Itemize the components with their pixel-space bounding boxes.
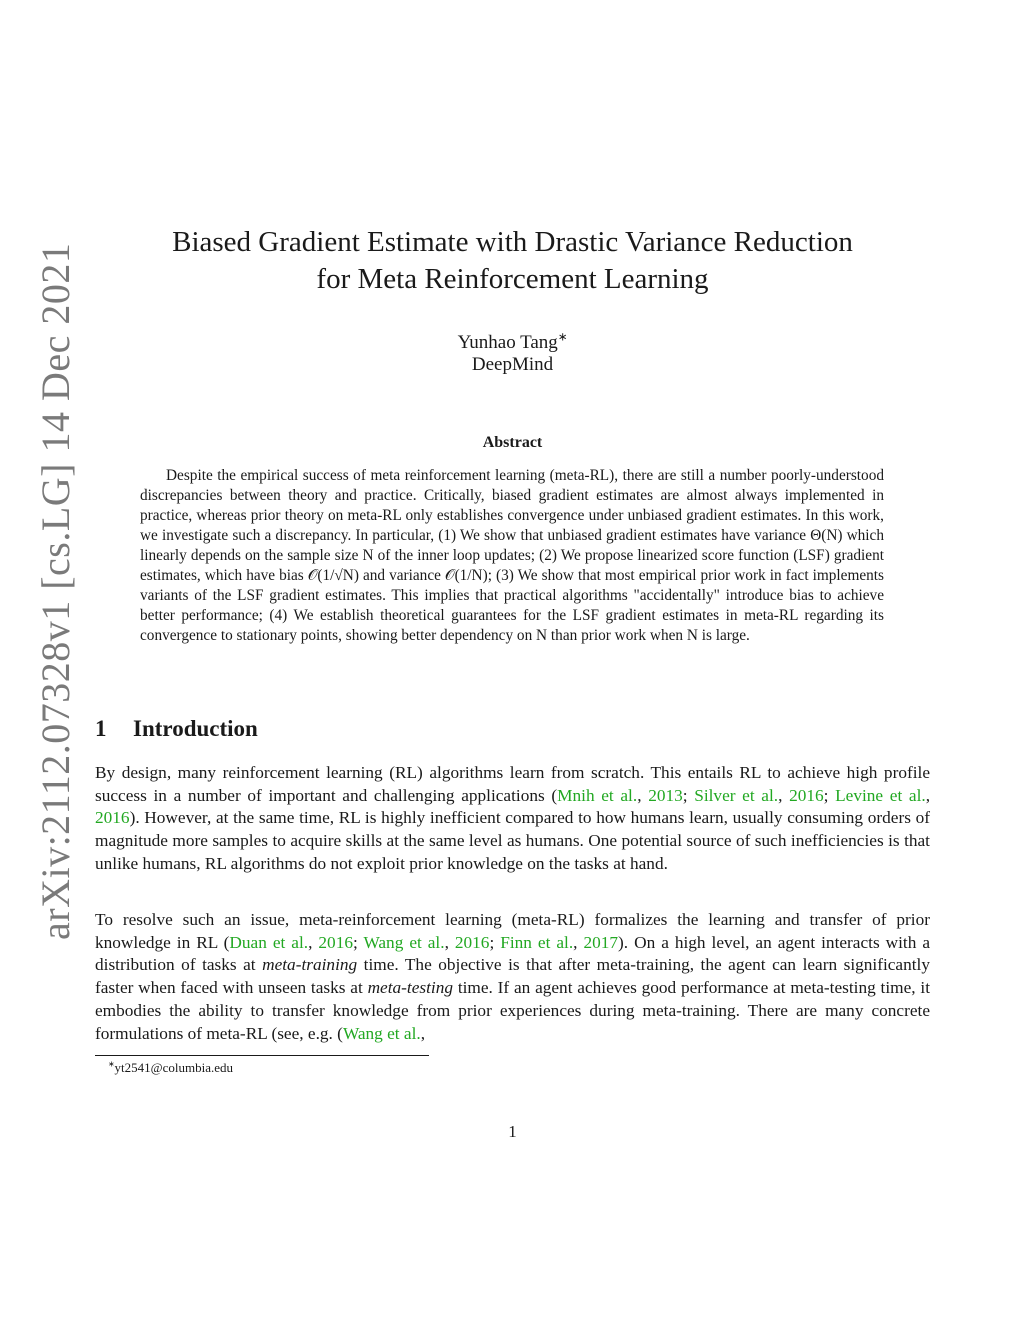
citation-link[interactable]: Wang et al. (342, 1023, 421, 1043)
paragraph-text: time. The objective is that after meta-training, the agent can learn significantly faster when faced with unseen tasks at (95, 955, 930, 998)
citation-year-link[interactable]: 2016 (95, 808, 130, 828)
citation-year-link[interactable]: 2017 (583, 932, 619, 952)
citation-year-link[interactable]: 2013 (648, 785, 683, 805)
citation-link[interactable]: Silver et al. (694, 785, 779, 805)
footnote-divider (95, 1055, 429, 1056)
abstract-text: Despite the empirical success of meta reinforcement learning (meta-RL), there are still a number poorly-understood discrepancies between theory and practice. Critically, biased gradient estimates are almost always implemented in practice, whereas prior theory on meta-RL only establishes convergence under unbiased gradient estimates. In this work, we investigate such a discrepancy. In particular, (1) We show that unbiased gradient estimates have variance Θ(N) which linearly depends on the sample size N of the inner loop updates; (2) We propose linearized score function (LSF) gradient estimates, which have bias 𝒪(1/√N) and variance 𝒪(1/N); (3) We show that most empirical prior work in fact implements variants of the LSF gradient estimates. This implies that practical algorithms "accidentally" introduce bias to achieve better performance; (4) We establish theoretical guarantees for the LSF gradient estimates in meta-RL regarding its convergence to stationary points, showing better dependency on N than prior work when N is large. (140, 467, 884, 644)
footnote-mark: ∗ (108, 1059, 115, 1069)
footnote-email: yt2541@columbia.edu (114, 1060, 234, 1075)
title-line-2: for Meta Reinforcement Learning (316, 263, 709, 295)
author-block (95, 332, 930, 376)
citation-sep: ; (682, 785, 695, 805)
paper-title (95, 224, 930, 298)
paragraph-text: To resolve such an issue, meta-reinforcement learning (meta-RL) formalizes the learning and transfer of prior knowledge in RL ( (95, 910, 930, 952)
citation-sep: , (778, 785, 790, 805)
citation-link[interactable]: Duan et al. (229, 932, 309, 952)
paragraph-text: ). On a high level, an agent interacts with a distribution of tasks at (95, 932, 931, 975)
intro-paragraph-1 (95, 762, 930, 876)
abstract-body (140, 466, 884, 646)
citation-link[interactable]: Levine et al. (835, 785, 926, 805)
footnote (108, 1060, 233, 1076)
citation-link[interactable]: Finn et al. (500, 932, 574, 952)
paragraph-text: ). However, at the same time, RL is highly inefficient compared to how humans learn, usually consuming orders of magnitude more samples to acquire skills at the same level as humans. One potential source of such inefficiencies is that unlike humans, RL algorithms do not exploit prior knowledge on the tasks at hand. (95, 808, 930, 873)
paragraph-text: By design, many reinforcement learning (RL) algorithms learn from scratch. This entails RL to achieve high profile success in a number of important and challenging applications ( (95, 763, 930, 805)
citation-link[interactable]: Mnih et al. (557, 785, 638, 805)
citation-sep: , (637, 785, 649, 805)
citation-sep: , (573, 932, 584, 952)
arxiv-identifier: arXiv:2112.07328v1 [cs.LG] 14 Dec 2021 (33, 242, 78, 940)
abstract-heading: Abstract (482, 434, 543, 451)
author-footnote-mark: ∗ (557, 331, 568, 344)
citation-year-link[interactable]: 2016 (789, 785, 824, 805)
title-line-1: Biased Gradient Estimate with Drastic Variance Reduction (172, 226, 853, 258)
intro-paragraph-2 (95, 909, 930, 1045)
citation-sep: ; (352, 932, 364, 952)
citation-sep: , (420, 1023, 426, 1043)
author-affiliation: DeepMind (471, 354, 554, 375)
citation-sep: ; (489, 932, 501, 952)
citation-sep: ; (823, 785, 836, 805)
section-heading-introduction (95, 716, 258, 742)
citation-year-link[interactable]: 2016 (454, 932, 490, 952)
citation-year-link[interactable]: 2016 (318, 932, 353, 952)
citation-sep: , (308, 932, 319, 952)
citation-link[interactable]: Wang et al. (363, 932, 445, 952)
citation-sep: , (925, 785, 931, 805)
emphasis-text: meta-testing (367, 978, 454, 998)
paragraph-text: time. If an agent achieves good performance at meta-testing time, it embodies the ability to transfer knowledge from prior experiences during meta-training. There are many concrete formulations of meta-RL (see, e.g. ( (95, 978, 930, 1043)
section-number: 1 (95, 716, 107, 741)
citation-sep: , (444, 932, 455, 952)
author-name: Yunhao Tang (457, 332, 558, 353)
emphasis-text: meta-training (262, 955, 358, 975)
section-title: Introduction (133, 716, 258, 741)
page-number: 1 (508, 1122, 517, 1141)
